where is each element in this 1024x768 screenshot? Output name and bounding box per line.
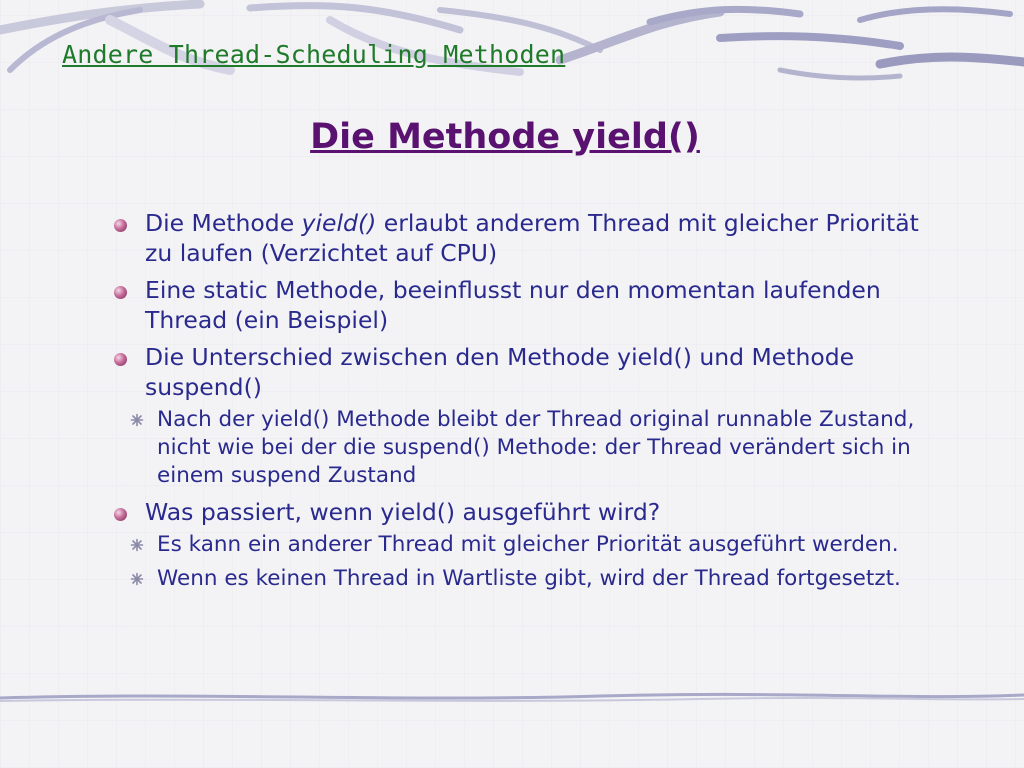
star-bullet-icon bbox=[130, 413, 144, 427]
sub-bullet-text: Es kann ein anderer Thread mit gleicher Priorität ausgeführt werden. bbox=[157, 532, 899, 557]
sub-bullet-text: Nach der yield() Methode bleibt der Thread original runnable Zustand, nicht wie bei der die suspend() Methode: der Thread verändert sich in einem suspend Zustand bbox=[157, 407, 915, 488]
sphere-bullet-icon bbox=[114, 353, 127, 366]
bullet-item bbox=[112, 208, 942, 268]
sub-bullet-list bbox=[145, 406, 942, 490]
bullet-item bbox=[112, 342, 942, 490]
bullet-list bbox=[112, 208, 942, 600]
sub-bullet-text: Wenn es keinen Thread in Wartliste gibt, wird der Thread fortgesetzt. bbox=[157, 566, 901, 591]
header-title: Andere Thread-Scheduling Methoden bbox=[62, 40, 566, 69]
bullet-text-part: Die Methode bbox=[145, 209, 302, 237]
sub-bullet-item bbox=[112, 565, 942, 593]
sub-bullet-list bbox=[145, 531, 942, 593]
bullet-item bbox=[112, 497, 942, 593]
star-bullet-icon bbox=[130, 538, 144, 552]
sphere-bullet-icon bbox=[114, 219, 127, 232]
bullet-text: Die Unterschied zwischen den Methode yield() und Methode suspend() bbox=[145, 343, 855, 401]
star-bullet-icon bbox=[130, 572, 144, 586]
sub-bullet-item bbox=[112, 531, 942, 559]
bullet-item bbox=[112, 275, 942, 335]
bullet-text: Eine static Methode, beeinflusst nur den momentan laufenden Thread (ein Beispiel) bbox=[145, 276, 881, 334]
sphere-bullet-icon bbox=[114, 508, 127, 521]
bottom-divider bbox=[0, 688, 1024, 708]
bullet-emphasis: yield() bbox=[301, 209, 377, 237]
bullet-text-part: erlaubt anderem Thread mit gleicher Priorität zu laufen (Verzichtet auf CPU) bbox=[145, 209, 919, 267]
sphere-bullet-icon bbox=[114, 286, 127, 299]
bullet-text: Was passiert, wenn yield() ausgeführt wird? bbox=[145, 498, 661, 526]
sub-bullet-item bbox=[112, 406, 942, 490]
slide-title: Die Methode yield() bbox=[310, 117, 700, 157]
